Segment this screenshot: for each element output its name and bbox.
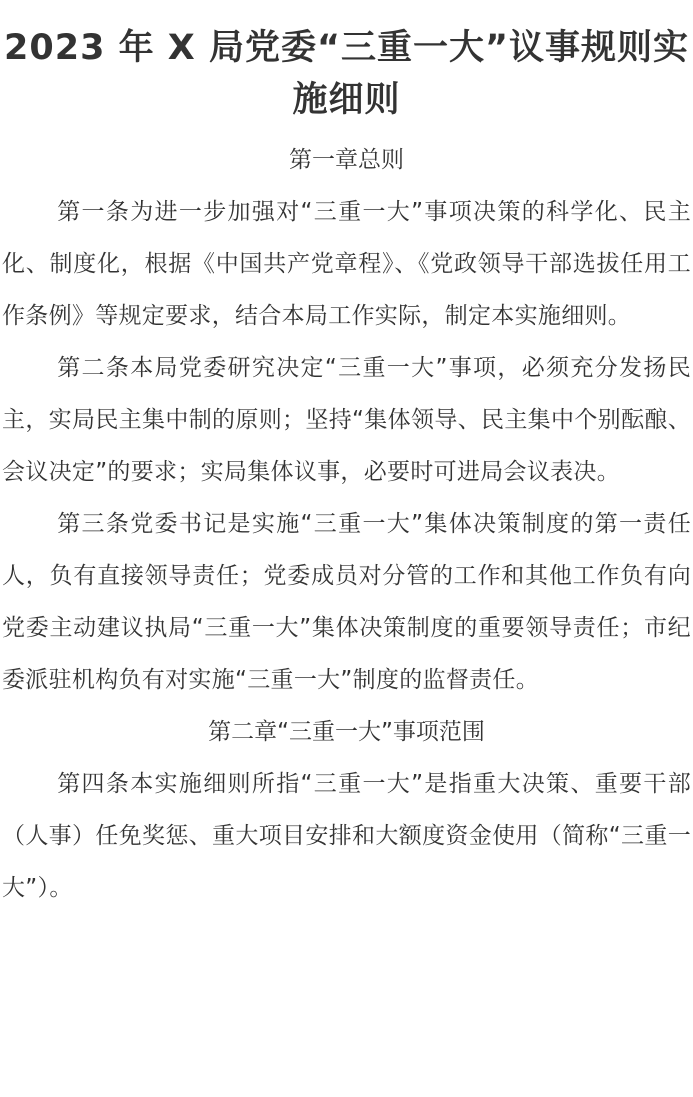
document-title: 2023 年 X 局党委“三重一大”议事规则实施细则: [4, 28, 689, 120]
chapter-heading-2: 第二章“三重一大”事项范围: [208, 719, 485, 745]
chapter-heading-1: 第一章总则: [289, 147, 404, 173]
article-1: 第一条为进一步加强对“三重一大”事项决策的科学化、民主化、制度化，根据《中国共产党章程》、《党政领导干部选拔任用工作条例》等规定要求，结合本局工作实际，制定本实施细则。: [2, 199, 691, 329]
article-3: 第三条党委书记是实施“三重一大”集体决策制度的第一责任人，负有直接领导责任；党委成员对分管的工作和其他工作负有向党委主动建议执局“三重一大”集体决策制度的重要领导责任；市纪委派驻机构负有对实施“三重一大”制度的监督责任。: [2, 511, 691, 693]
article-4: 第四条本实施细则所指“三重一大”是指重大决策、重要干部（人事）任免奖惩、重大项目安排和大额度资金使用（简称“三重一大”）。: [2, 771, 691, 901]
article-2: 第二条本局党委研究决定“三重一大”事项，必须充分发扬民主，实局民主集中制的原则；坚持“集体领导、民主集中个别酝酿、会议决定”的要求；实局集体议事，必要时可进局会议表决。: [2, 355, 691, 485]
